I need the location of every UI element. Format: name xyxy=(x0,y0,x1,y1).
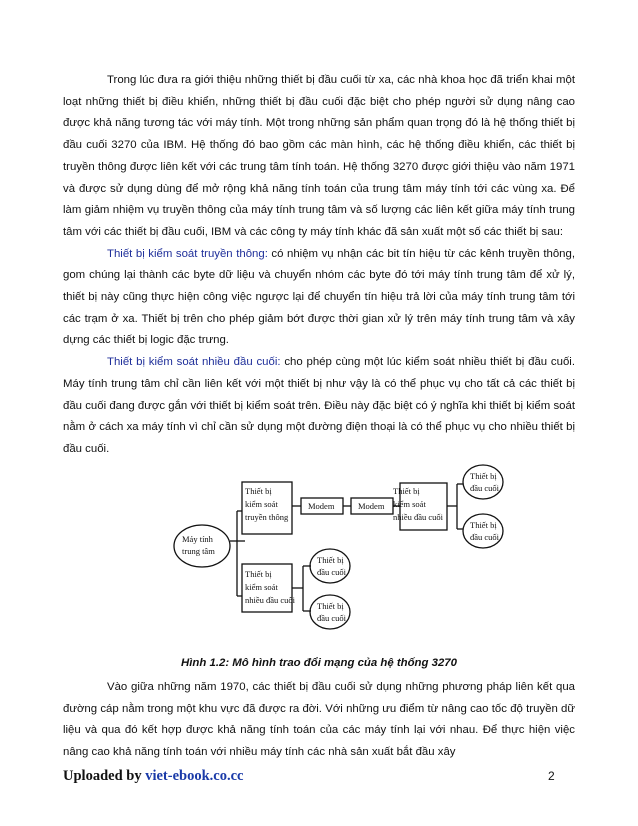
paragraph-intro: Trong lúc đưa ra giới thiệu những thiết bị đầu cuối từ xa, các nhà khoa học đã triển khai một loạt những thiết bị điều khiển, những thiết bị đầu cuối đặc biệt cho phép người sử dụng nâng cao được khả năng tương tác với máy tính. Một trong những sản phẩm quan trọng đó là hệ thống thiết bị đầu cuối 3270 của IBM. Hệ thống đó bao gồm các màn hình, các hệ thống điều khiển, các thiết bị truyền thông được liên kết với các trung tâm tính toán. Hệ thống 3270 được giới thiệu vào năm 1971 và được sử dụng dùng để mở rộng khả năng tính toán của trung tâm máy tính tới các vùng xa. Để làm giảm nhiệm vụ truyền thông của máy tính trung tâm và số lượng các liên kết giữa máy tính trung tâm với các thiết bị đầu cuối, IBM và các công ty máy tính khác đã sản xuất một số các thiết bị sau: xyxy=(63,74,575,238)
local-controller-label-1: Thiết bị xyxy=(245,569,272,579)
terminal-remote-1-label-2: đầu cuối xyxy=(470,483,500,493)
local-controller-label-3: nhiều đầu cuối xyxy=(245,595,296,605)
footer-uploaded xyxy=(63,768,243,785)
terminal-local-2-label-1: Thiết bị xyxy=(317,601,344,611)
body-text-continued xyxy=(63,677,575,764)
paragraph-multi-controller xyxy=(63,352,575,461)
comm-controller-label-1: Thiết bị xyxy=(245,486,272,496)
remote-controller-label-2: kiểm soát xyxy=(393,499,426,509)
footer-site-link[interactable]: viet-ebook.co.cc xyxy=(145,768,244,784)
remote-controller-label-1: Thiết bị xyxy=(393,486,420,496)
mainframe-label-1: Máy tính xyxy=(182,534,213,544)
terminal-remote-1-label-1: Thiết bị xyxy=(470,471,497,481)
terminal-local-1-label-1: Thiết bị xyxy=(317,555,344,565)
page-number: 2 xyxy=(548,769,555,783)
body-text xyxy=(63,70,575,461)
modem-right-label: Modem xyxy=(358,501,385,511)
term-multi-controller: Thiết bị kiểm soát nhiều đầu cuối: xyxy=(107,356,281,369)
remote-controller-label-3: nhiều đầu cuối xyxy=(393,512,444,522)
network-diagram xyxy=(170,456,510,646)
terminal-remote-2-label-1: Thiết bị xyxy=(470,520,497,530)
paragraph-after-figure: Vào giữa những năm 1970, các thiết bị đầu cuối sử dụng những phương pháp liên kết qua đường cáp nằm trong một khu vực đã được ra đời. Với những ưu điểm từ nâng cao tốc độ truyền dữ liệu và qua đó kết hợp được khả năng tính toán của các máy tính lại với nhau. Để thực hiện việc nâng cao khả năng tính toán với nhiều máy tính các nhà sản xuất bắt đầu xây xyxy=(63,681,575,759)
paragraph-multi-controller-text: cho phép cùng một lúc kiểm soát nhiều thiết bị đầu cuối. Máy tính trung tâm chỉ cần liên kết với một thiết bị như vậy là có thể phục vụ cho tất cả các thiết bị đầu cuối đang được gắn với thiết bị kiểm soát trên. Điều này đặc biệt có ý nghĩa khi thiết bị kiểm soát nằm ở cách xa máy tính vì chỉ cần sử dụng một đường điện thoại là có thể phục vụ cho nhiều thiết bị đầu cuối. xyxy=(63,356,575,455)
local-controller-label-2: kiểm soát xyxy=(245,582,278,592)
footer-uploaded-label: Uploaded by xyxy=(63,768,146,784)
term-comm-controller: Thiết bị kiểm soát truyền thông: xyxy=(107,247,268,260)
paragraph-comm-controller xyxy=(63,244,575,353)
paragraph-comm-controller-text: có nhiệm vụ nhận các bit tín hiệu từ các kênh truyền thông, gom chúng lại thành các byte dữ liệu và chuyển nhóm các byte đó tới máy tính trung tâm để xử lý, thiết bị này cũng thực hiện công việc ngược lại để chuyển tín hiệu trả lời của máy tính trung tâm tới các trạm ở xa. Thiết bị trên cho phép giảm bớt được thời gian xử lý trên máy tính trung tâm và xây dựng các thiết bị logic đặc trưng. xyxy=(63,247,575,347)
comm-controller-label-3: truyền thông xyxy=(245,512,289,522)
terminal-local-1-label-2: đầu cuối xyxy=(317,567,347,577)
mainframe-label-2: trung tâm xyxy=(182,546,215,556)
modem-left-label: Modem xyxy=(308,501,335,511)
comm-controller-label-2: kiểm soát xyxy=(245,499,278,509)
terminal-local-2-label-2: đầu cuối xyxy=(317,613,347,623)
figure-caption: Hình 1.2: Mô hình trao đổi mạng của hệ thống 3270 xyxy=(181,657,457,669)
terminal-remote-2-label-2: đầu cuối xyxy=(470,532,500,542)
